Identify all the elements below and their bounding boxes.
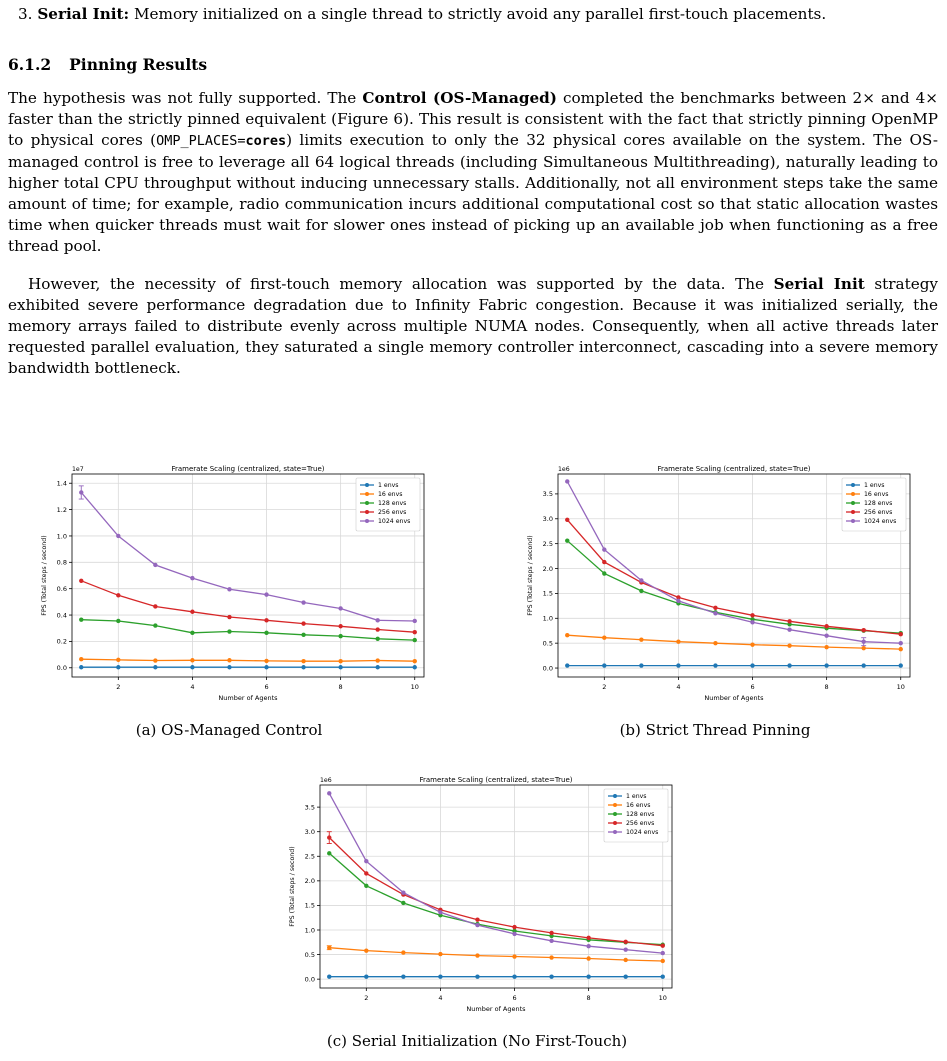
p1-bold-control: Control (OS-Managed) (362, 89, 557, 107)
data-point (227, 587, 231, 591)
x-tick-label: 8 (824, 683, 829, 691)
data-point (401, 890, 405, 894)
series-16-envs (79, 657, 417, 663)
x-tick-label: 2 (602, 683, 607, 691)
x-tick-label: 6 (264, 683, 269, 691)
list-label: Serial Init: (37, 5, 130, 23)
data-point (899, 663, 903, 667)
series-line (567, 635, 900, 649)
paragraph-1 (8, 88, 938, 257)
p1-text-2: completed the benchmarks between 2× and 4× faster than the strictly pinned equivalent (Figure 6). This result is consistent with the fact that strictly pinning OpenMP to physical cores ( (8, 89, 938, 149)
legend (842, 478, 906, 531)
data-point (602, 571, 606, 575)
data-point (549, 939, 553, 943)
p2-bold-serial-init: Serial Init (773, 275, 865, 293)
data-point (861, 639, 865, 643)
data-point (79, 490, 83, 494)
y-tick-label: 0.8 (56, 558, 67, 567)
chart-title: Framerate Scaling (centralized, state=True) (657, 465, 811, 473)
series-line (81, 659, 414, 661)
data-point (301, 665, 305, 669)
legend-marker (365, 510, 369, 514)
caption-c: (c) Serial Initialization (No First-Touch) (326, 1032, 628, 1050)
y-tick-label: 1.5 (542, 589, 553, 598)
data-point (549, 955, 553, 959)
data-point (264, 592, 268, 596)
x-tick-label: 2 (364, 994, 369, 1002)
data-point (227, 615, 231, 619)
legend-marker (851, 492, 855, 496)
data-point (413, 619, 417, 623)
x-axis-label: Number of Agents (466, 1005, 526, 1013)
y-tick-label: 0.5 (304, 950, 315, 959)
data-point (750, 642, 754, 646)
data-point (475, 953, 479, 957)
data-point (327, 791, 331, 795)
data-point (375, 627, 379, 631)
caption-b: (b) Strict Thread Pinning (619, 721, 811, 739)
legend-marker (365, 492, 369, 496)
data-point (79, 665, 83, 669)
data-point (413, 665, 417, 669)
data-point (639, 637, 643, 641)
data-point (639, 578, 643, 582)
data-point (338, 659, 342, 663)
legend-label: 16 envs (864, 491, 889, 499)
legend-marker (613, 821, 617, 825)
data-point (413, 630, 417, 634)
y-axis-label: FPS (Total steps / second) (41, 535, 48, 616)
paragraph-2 (8, 274, 938, 379)
legend (604, 789, 668, 842)
data-point (549, 931, 553, 935)
data-point (661, 944, 665, 948)
legend-label: 128 envs (864, 500, 893, 508)
data-point (301, 659, 305, 663)
data-point (364, 859, 368, 863)
series-1-envs (79, 665, 417, 669)
p1-code-value: cores (245, 133, 287, 149)
data-point (750, 663, 754, 667)
data-point (153, 658, 157, 662)
legend-marker (613, 794, 617, 798)
data-point (713, 606, 717, 610)
data-point (438, 974, 442, 978)
data-point (227, 629, 231, 633)
data-point (861, 628, 865, 632)
data-point (549, 974, 553, 978)
data-point (475, 923, 479, 927)
p1-text-3: ) limits execution to only the 32 physical cores available on the system. The OS-managed control is free to leverage all 64 logical threads (including Simultaneous Multithreading), naturally leading to higher total CPU throughput without inducing unnecessary stalls. Additionally, not all environment steps take the same amount of time; for example, radio communication incurs additional computational cost so that static allocation wastes time when quicker threads must wait for slower ones instead of picking up an available job when functioning as a free thread pool. (8, 131, 938, 255)
series-128-envs (327, 851, 665, 947)
data-point (676, 599, 680, 603)
data-point (227, 658, 231, 662)
x-tick-label: 6 (512, 994, 517, 1002)
data-point (79, 617, 83, 621)
data-point (401, 950, 405, 954)
legend-label: 1024 envs (378, 518, 411, 526)
data-point (190, 610, 194, 614)
data-point (338, 634, 342, 638)
data-point (264, 659, 268, 663)
legend-label: 16 envs (626, 802, 651, 810)
y-offset-label: 1e7 (72, 466, 84, 473)
data-point (116, 534, 120, 538)
data-point (475, 917, 479, 921)
data-point (750, 613, 754, 617)
data-point (413, 638, 417, 642)
data-point (899, 647, 903, 651)
legend-label: 256 envs (626, 820, 655, 828)
legend-label: 256 envs (378, 509, 407, 517)
x-tick-label: 8 (586, 994, 591, 1002)
data-point (375, 618, 379, 622)
x-tick-label: 4 (190, 683, 195, 691)
data-point (861, 663, 865, 667)
y-offset-label: 1e6 (558, 466, 570, 473)
data-point (79, 579, 83, 583)
data-point (116, 593, 120, 597)
legend-marker (851, 483, 855, 487)
legend-label: 1 envs (864, 482, 885, 490)
y-tick-label: 0.5 (542, 639, 553, 648)
data-point (301, 621, 305, 625)
data-point (116, 619, 120, 623)
data-point (565, 538, 569, 542)
data-point (327, 974, 331, 978)
data-point (639, 589, 643, 593)
chart-svg (14, 459, 444, 709)
y-tick-label: 0.0 (542, 664, 553, 673)
legend-marker (365, 501, 369, 505)
y-tick-label: 3.5 (542, 490, 553, 499)
series-line (567, 520, 900, 634)
data-point (116, 665, 120, 669)
data-point (512, 954, 516, 958)
series-1-envs (565, 663, 903, 667)
data-point (338, 665, 342, 669)
data-point (602, 547, 606, 551)
legend-label: 256 envs (864, 509, 893, 517)
data-point (623, 958, 627, 962)
caption-a: (a) OS-Managed Control (135, 721, 323, 739)
data-point (787, 628, 791, 632)
y-tick-label: 2.0 (304, 877, 315, 886)
data-point (639, 663, 643, 667)
data-point (899, 641, 903, 645)
x-tick-label: 6 (750, 683, 755, 691)
series-1-envs (327, 974, 665, 978)
p1-code-key: OMP_PLACES= (156, 133, 246, 149)
list-item-serial-init (18, 4, 938, 25)
y-tick-label: 1.0 (304, 926, 315, 935)
y-tick-label: 3.0 (542, 515, 553, 524)
data-point (623, 947, 627, 951)
data-point (301, 600, 305, 604)
figure-c-chart (262, 770, 692, 1020)
y-tick-label: 1.4 (56, 479, 67, 488)
data-point (586, 944, 590, 948)
data-point (413, 659, 417, 663)
x-tick-label: 4 (438, 994, 443, 1002)
data-point (824, 624, 828, 628)
data-point (338, 624, 342, 628)
data-point (364, 974, 368, 978)
data-point (713, 611, 717, 615)
data-point (623, 940, 627, 944)
list-body: Memory initialized on a single thread to strictly avoid any parallel first-touch placements. (134, 5, 827, 23)
data-point (586, 974, 590, 978)
data-point (375, 665, 379, 669)
data-point (861, 646, 865, 650)
data-point (787, 643, 791, 647)
data-point (750, 620, 754, 624)
y-offset-label: 1e6 (320, 777, 332, 784)
data-point (364, 948, 368, 952)
legend-label: 128 envs (626, 811, 655, 819)
section-number: 6.1.2 (8, 55, 52, 74)
data-point (438, 952, 442, 956)
x-tick-label: 2 (116, 683, 121, 691)
legend-marker (851, 501, 855, 505)
x-tick-label: 10 (410, 683, 419, 691)
y-axis-label: FPS (Total steps / second) (289, 846, 296, 927)
data-point (602, 635, 606, 639)
data-point (401, 974, 405, 978)
y-axis-label: FPS (Total steps / second) (527, 535, 534, 616)
y-tick-label: 0.6 (56, 584, 67, 593)
y-tick-label: 3.0 (304, 827, 315, 836)
p1-text-1: The hypothesis was not fully supported. The (8, 89, 363, 107)
y-tick-label: 2.5 (542, 539, 553, 548)
x-axis-label: Number of Agents (218, 694, 278, 702)
series-256-envs (327, 832, 665, 948)
y-tick-label: 0.4 (56, 611, 67, 620)
p2-text-2: strategy exhibited severe performance degradation due to Infinity Fabric congestion. Because it was initialized serially, the memory arrays failed to distribute evenly across multiple NUMA nodes. Consequently, when all active threads later requested parallel evaluation, they saturated a single memory controller interconnect, cascading into a severe memory bandwidth bottleneck. (8, 275, 938, 377)
y-tick-label: 2.5 (304, 852, 315, 861)
data-point (565, 479, 569, 483)
y-tick-label: 1.0 (56, 532, 67, 541)
legend-marker (365, 483, 369, 487)
chart-svg (500, 459, 930, 709)
figure-a-chart (14, 459, 444, 709)
legend-marker (613, 812, 617, 816)
data-point (153, 604, 157, 608)
data-point (565, 518, 569, 522)
chart-title: Framerate Scaling (centralized, state=True) (419, 776, 573, 784)
data-point (264, 631, 268, 635)
legend (356, 478, 420, 531)
legend-marker (365, 519, 369, 523)
data-point (153, 665, 157, 669)
data-point (565, 663, 569, 667)
data-point (512, 932, 516, 936)
data-point (623, 974, 627, 978)
data-point (301, 633, 305, 637)
data-point (327, 945, 331, 949)
list-number: 3. (18, 5, 33, 23)
legend-label: 1 envs (626, 793, 647, 801)
chart-title: Framerate Scaling (centralized, state=True) (171, 465, 325, 473)
x-tick-label: 8 (338, 683, 343, 691)
data-point (364, 871, 368, 875)
legend-label: 1024 envs (864, 518, 897, 526)
data-point (475, 974, 479, 978)
data-point (602, 560, 606, 564)
data-point (676, 663, 680, 667)
series-128-envs (565, 538, 903, 635)
data-point (438, 910, 442, 914)
x-axis-label: Number of Agents (704, 694, 764, 702)
legend-label: 16 envs (378, 491, 403, 499)
data-point (190, 658, 194, 662)
data-point (375, 637, 379, 641)
data-point (190, 631, 194, 635)
p1-code (156, 133, 286, 149)
data-point (899, 632, 903, 636)
legend-label: 1 envs (378, 482, 399, 490)
legend-label: 128 envs (378, 500, 407, 508)
data-point (824, 663, 828, 667)
y-tick-label: 3.5 (304, 803, 315, 812)
x-tick-label: 4 (676, 683, 681, 691)
p2-text-1: However, the necessity of first-touch memory allocation was supported by the data. The (28, 275, 774, 293)
data-point (264, 618, 268, 622)
data-point (153, 563, 157, 567)
data-point (586, 936, 590, 940)
figure-b-chart (500, 459, 930, 709)
data-point (227, 665, 231, 669)
data-point (264, 665, 268, 669)
data-point (116, 658, 120, 662)
data-point (401, 901, 405, 905)
series-128-envs (79, 617, 417, 642)
y-tick-label: 1.2 (56, 505, 67, 514)
data-point (364, 884, 368, 888)
data-point (327, 835, 331, 839)
series-256-envs (79, 579, 417, 635)
data-point (824, 645, 828, 649)
series-16-envs (565, 633, 903, 651)
section-title: Pinning Results (69, 55, 208, 74)
data-point (713, 641, 717, 645)
data-point (338, 606, 342, 610)
data-point (661, 959, 665, 963)
data-point (565, 633, 569, 637)
y-tick-label: 0.0 (304, 975, 315, 984)
legend-marker (851, 510, 855, 514)
x-tick-label: 10 (658, 994, 667, 1002)
data-point (602, 663, 606, 667)
data-point (79, 657, 83, 661)
series-line (329, 853, 662, 944)
data-point (153, 623, 157, 627)
data-point (661, 951, 665, 955)
data-point (190, 665, 194, 669)
data-point (713, 663, 717, 667)
y-tick-label: 0.0 (56, 664, 67, 673)
data-point (190, 576, 194, 580)
data-point (586, 956, 590, 960)
legend-marker (613, 830, 617, 834)
chart-svg (262, 770, 692, 1020)
data-point (375, 658, 379, 662)
data-point (327, 851, 331, 855)
y-tick-label: 2.0 (542, 564, 553, 573)
legend-marker (613, 803, 617, 807)
legend-marker (851, 519, 855, 523)
legend-label: 1024 envs (626, 829, 659, 837)
data-point (661, 974, 665, 978)
data-point (824, 634, 828, 638)
y-tick-label: 0.2 (56, 637, 67, 646)
x-tick-label: 10 (896, 683, 905, 691)
section-heading (8, 54, 938, 75)
data-point (787, 663, 791, 667)
y-tick-label: 1.5 (304, 901, 315, 910)
data-point (512, 925, 516, 929)
data-point (512, 974, 516, 978)
data-point (787, 619, 791, 623)
y-tick-label: 1.0 (542, 614, 553, 623)
series-line (567, 541, 900, 634)
series-line (81, 620, 414, 640)
data-point (676, 639, 680, 643)
